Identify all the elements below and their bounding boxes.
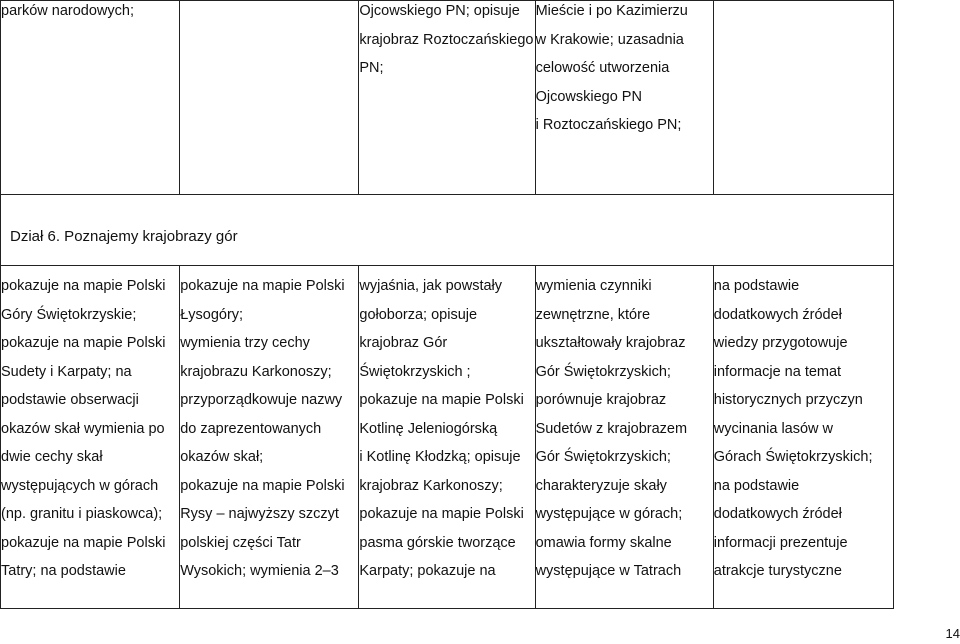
cell-col1 [1, 266, 180, 609]
cell-top-col4 [535, 1, 713, 195]
text-line: ukształtowały krajobraz [535, 335, 686, 351]
text-line: występujących w górach [1, 477, 159, 494]
text-line: krajobrazu Karkonoszy; [180, 363, 332, 380]
text-line: pokazuje na mapie Polski [180, 278, 345, 294]
section-row [1, 195, 894, 266]
text-line: charakteryzuje skały [535, 477, 667, 494]
text-line: występujące w górach; [535, 506, 683, 522]
cell-top-col3 [359, 1, 535, 195]
text-line: dwie cechy skał [1, 449, 103, 465]
text-line: omawia formy skalne [535, 534, 672, 551]
text-line: Łysogóry; [180, 306, 244, 323]
text-line: krajobraz Karkonoszy; [359, 477, 503, 494]
text-line: atrakcje turystyczne [713, 563, 842, 579]
text-line: Gór Świętokrzyskich; [535, 449, 671, 465]
text-line: przyporządkowuje nazwy [180, 392, 343, 408]
text-line: Karpaty; pokazuje na [359, 563, 496, 579]
text-line: wycinania lasów w [713, 420, 834, 437]
text-line: na podstawie [713, 477, 800, 494]
text-line: i Kotlinę Kłodzką; opisuje [359, 449, 521, 465]
text-line: (np. granitu i piaskowca); [1, 506, 163, 522]
text-line: wyjaśnia, jak powstały [359, 278, 503, 294]
section-heading-cell [1, 195, 894, 266]
text-line: celowość utworzenia [535, 60, 670, 76]
text-line: pokazuje na mapie Polski [1, 534, 166, 551]
text-line: wymienia czynniki [535, 278, 652, 294]
text-line: dodatkowych źródeł [713, 306, 842, 323]
text-line: Sudety i Karpaty; na [1, 363, 132, 380]
text-line: Ojcowskiego PN; opisuje [359, 3, 520, 19]
table-row-content [1, 266, 894, 609]
text-line: do zaprezentowanych [180, 420, 322, 437]
text-line: Rysy – najwyższy szczyt [180, 506, 339, 522]
text-line: PN; [359, 60, 384, 76]
text-line: pokazuje na mapie Polski [180, 477, 345, 494]
text-line: gołoborza; opisuje [359, 306, 478, 323]
text-line: Górach Świętokrzyskich; [713, 449, 873, 465]
text-line: Świętokrzyskich ; [359, 363, 471, 380]
cell-top-col1 [1, 1, 180, 195]
text-line: okazów skał wymienia po [1, 420, 165, 437]
text-line: Góry Świętokrzyskie; [1, 306, 137, 323]
text-line: okazów skał; [180, 449, 264, 465]
cell-col4 [535, 266, 713, 609]
text-line: wymienia trzy cechy [180, 335, 310, 351]
text-line: informacje na temat [713, 363, 842, 380]
text-line: wiedzy przygotowuje [713, 335, 848, 351]
text-line: pasma górskie tworzące [359, 534, 516, 551]
cell-top-col5 [713, 1, 893, 195]
text-line: na podstawie [713, 278, 800, 294]
text-line: Gór Świętokrzyskich; [535, 363, 671, 380]
text-line: w Krakowie; uzasadnia [535, 31, 684, 48]
text-line: Wysokich; wymienia 2–3 [180, 563, 339, 579]
table-row-continuation [1, 1, 894, 195]
text-line: krajobraz Gór [359, 335, 448, 351]
text-line: podstawie obserwacji [1, 392, 139, 408]
text-line: pokazuje na mapie Polski [359, 506, 524, 522]
text-line: pokazuje na mapie Polski [1, 335, 166, 351]
cell-col5 [713, 266, 893, 609]
text-line: zewnętrzne, które [535, 306, 651, 323]
text-line: Tatry; na podstawie [1, 563, 126, 579]
text-line: pokazuje na mapie Polski [359, 392, 524, 408]
text-line: informacji prezentuje [713, 534, 848, 551]
text-line: historycznych przyczyn [713, 392, 863, 408]
text-line: i Roztoczańskiego PN; [535, 117, 682, 133]
page-number: 14 [945, 626, 960, 641]
cell-col2 [180, 266, 359, 609]
section-heading: Dział 6. Poznajemy krajobrazy gór [10, 228, 238, 245]
text-line: parków narodowych; [1, 3, 134, 19]
text-line: porównuje krajobraz [535, 392, 667, 408]
cell-top-col2 [180, 1, 359, 195]
cell-col3 [359, 266, 535, 609]
text-line: Ojcowskiego PN [535, 88, 642, 105]
text-line: Sudetów z krajobrazem [535, 420, 688, 437]
text-line: Kotlinę Jeleniogórską [359, 420, 498, 437]
text-line: krajobraz Roztoczańskiego [359, 31, 534, 48]
text-line: dodatkowych źródeł [713, 506, 842, 522]
text-line: pokazuje na mapie Polski [1, 278, 166, 294]
text-line: Mieście i po Kazimierzu [535, 3, 688, 19]
text-line: występujące w Tatrach [535, 563, 682, 579]
text-line: polskiej części Tatr [180, 534, 301, 551]
